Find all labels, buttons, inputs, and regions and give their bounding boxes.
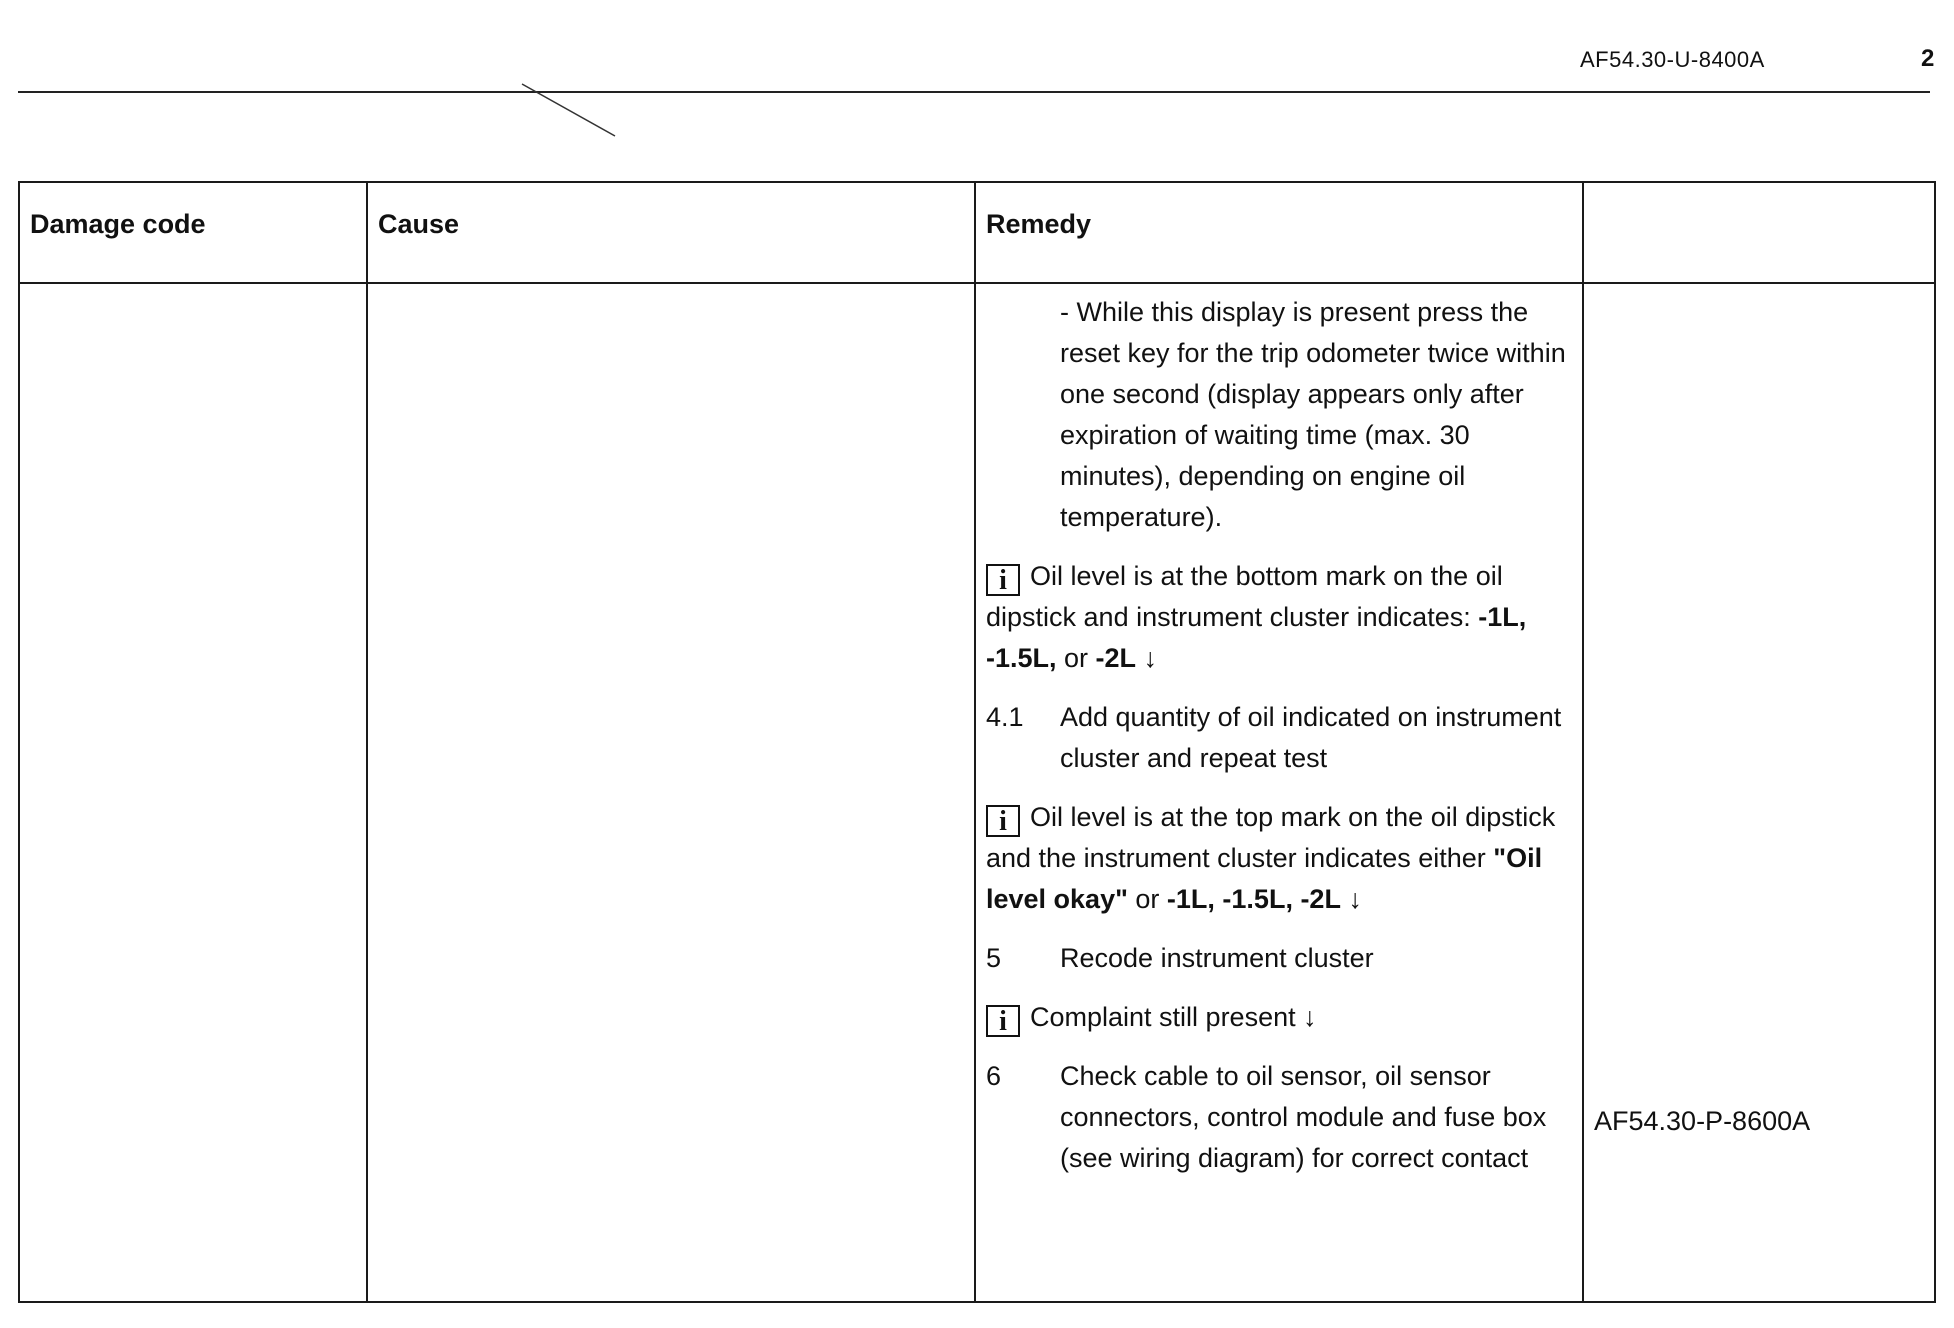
step-text: Recode instrument cluster	[1060, 943, 1374, 973]
column-header-remedy: Remedy	[975, 182, 1583, 283]
down-arrow-icon: ↓	[1303, 1002, 1317, 1032]
step-text: Add quantity of oil indicated on instrument cluster and repeat test	[1060, 702, 1562, 773]
column-header-cause: Cause	[367, 182, 975, 283]
step-number: 4.1	[986, 702, 1024, 732]
diagnosis-table	[18, 181, 1936, 1303]
info-icon: i	[986, 1005, 1020, 1037]
info-note-bottom-mark: i Oil level is at the bottom mark on the oil dipstick and instrument cluster indicates: -1L, -1.5L, or -2L ↓	[986, 561, 1527, 673]
step-number: 5	[986, 943, 1002, 973]
info-note-top-mark: i Oil level is at the top mark on the oil dipstick and the instrument cluster indicates either "Oil level okay" or -1L, -1.5L, -2L ↓	[986, 802, 1556, 914]
step-4-1	[986, 697, 1582, 779]
step-text: Check cable to oil sensor, oil sensor connectors, control module and fuse box (see wiring diagram) for correct contact	[1060, 1061, 1547, 1173]
column-header-reference	[1583, 182, 1935, 283]
info-note-complaint: i Complaint still present ↓	[986, 997, 1582, 1038]
down-arrow-icon: ↓	[1348, 884, 1362, 914]
page-number: 2	[1921, 45, 1935, 72]
step-number: 6	[986, 1061, 1002, 1091]
remedy-continuation-text: - While this display is present press the reset key for the trip odometer twice within one second (display appears only after expiration of waiting time (max. 30 minutes), depending on engine oil temperature).	[1060, 297, 1566, 532]
info-icon: i	[986, 564, 1020, 596]
table-row	[19, 283, 1935, 1302]
document-code: AF54.30-U-8400A	[1580, 47, 1765, 72]
table-header-row	[19, 182, 1935, 283]
column-header-damage-code: Damage code	[19, 182, 367, 283]
reference-cell	[1583, 283, 1935, 1302]
step-5	[986, 938, 1582, 979]
step-5-reference-link[interactable]: AF54.30-P-8600A	[1594, 1106, 1811, 1136]
cause-cell	[367, 283, 975, 1302]
info-icon: i	[986, 805, 1020, 837]
step-6	[986, 1056, 1582, 1179]
damage-code-cell	[19, 283, 367, 1302]
remedy-cell	[975, 283, 1583, 1302]
down-arrow-icon: ↓	[1143, 643, 1158, 673]
